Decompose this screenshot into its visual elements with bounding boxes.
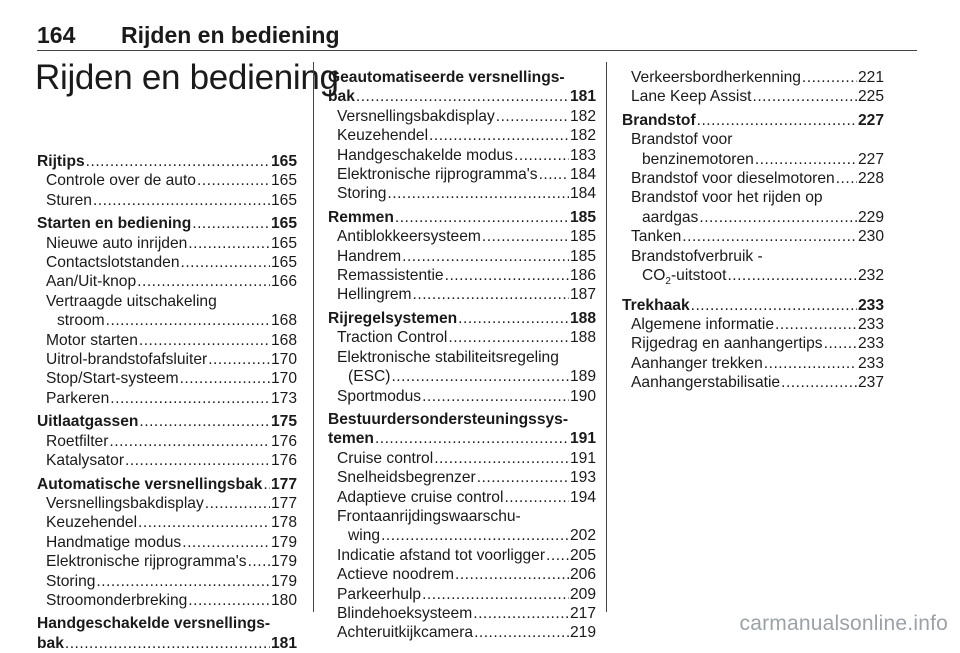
toc-entry-label <box>642 266 726 292</box>
dot-leader <box>93 191 270 210</box>
toc-entry-text: Frontaanrijdingswaarschu- <box>337 507 521 525</box>
toc-page-number: 205 <box>569 546 596 564</box>
toc-entry[interactable] <box>328 546 596 565</box>
toc-page-number: 165 <box>270 254 297 272</box>
toc-page-number: 182 <box>569 107 596 125</box>
dot-leader <box>139 412 270 431</box>
dot-leader <box>455 565 569 584</box>
toc-entry[interactable] <box>37 152 297 171</box>
toc-page-number: 194 <box>569 488 596 506</box>
dot-leader <box>395 208 569 227</box>
dot-leader <box>682 227 857 246</box>
dot-leader <box>422 585 569 604</box>
toc-entry-label: Lane Keep Assist <box>631 88 752 106</box>
toc-page-number: 177 <box>270 475 297 493</box>
toc-page-number: 170 <box>270 370 297 388</box>
toc-entry-label: Stroomonderbreking <box>46 591 188 609</box>
toc-entry-label: Motor starten <box>46 331 138 349</box>
toc-entry-label: Trekhaak <box>622 296 690 314</box>
toc-entry[interactable] <box>37 533 297 552</box>
toc-page-number: 165 <box>270 215 297 233</box>
toc-entry-label: Uitrol-brandstofafsluiter <box>46 351 208 369</box>
toc-entry[interactable] <box>622 227 884 246</box>
toc-page-number: 232 <box>857 267 884 285</box>
toc-page-number: 237 <box>857 374 884 392</box>
toc-entry-label: Traction Control <box>337 329 448 347</box>
toc-entry[interactable] <box>37 475 297 494</box>
toc-entry[interactable] <box>328 126 596 145</box>
toc-page-number: 173 <box>270 389 297 407</box>
dot-leader <box>356 87 569 106</box>
dot-leader <box>188 234 270 253</box>
dot-leader <box>208 350 270 369</box>
toc-entry-text: Brandstofverbruik - <box>631 247 763 265</box>
toc-page-number: 202 <box>569 527 596 545</box>
dot-leader <box>197 171 270 190</box>
toc-entry-label: Sportmodus <box>337 387 422 405</box>
toc-entry-label: Roetfilter <box>46 432 109 450</box>
toc-page-number: 185 <box>569 208 596 226</box>
toc-entry-label: Handrem <box>337 247 402 265</box>
toc-page-number: 185 <box>569 247 596 265</box>
dot-leader <box>180 369 270 388</box>
toc-page-number: 165 <box>270 153 297 170</box>
toc-entry[interactable] <box>622 150 884 169</box>
dot-leader <box>448 328 569 347</box>
toc-page-number: 188 <box>569 329 596 347</box>
toc-page-number: 177 <box>270 494 297 512</box>
dot-leader <box>138 513 270 532</box>
dot-leader <box>96 572 270 591</box>
toc-entry[interactable] <box>328 184 596 203</box>
toc-page-number: 182 <box>569 127 596 145</box>
dot-leader <box>109 432 270 451</box>
dot-leader <box>781 373 857 392</box>
toc-page-number: 168 <box>270 312 297 330</box>
toc-page-number: 221 <box>857 69 884 86</box>
toc-page-number: 168 <box>270 331 297 349</box>
toc-entry-label: Keuzehendel <box>46 514 138 532</box>
dot-leader <box>188 591 270 610</box>
dot-leader <box>473 604 569 623</box>
toc-entry-label: Rijregelsystemen <box>328 309 458 327</box>
toc-entry[interactable] <box>37 331 297 350</box>
dot-leader <box>504 488 569 507</box>
toc-page-number: 227 <box>857 150 884 168</box>
toc-entry-label: Uitlaatgassen <box>37 413 139 431</box>
toc-entry[interactable] <box>622 354 884 373</box>
toc-entry-label: Controle over de auto <box>46 172 196 190</box>
dot-leader <box>445 266 569 285</box>
toc-entry-label: Aanhanger trekken <box>631 354 763 372</box>
watermark: carmanualsonline.info <box>739 612 948 635</box>
toc-page-number: 179 <box>270 572 297 590</box>
dot-leader <box>697 111 857 130</box>
toc-page-number: 184 <box>569 185 596 203</box>
toc-entry-label: Elektronische rijprogramma's <box>337 166 538 184</box>
toc-page-number: 165 <box>270 191 297 209</box>
toc-page-number: 228 <box>857 170 884 188</box>
dot-leader <box>106 311 270 330</box>
toc-page-number: 191 <box>569 430 596 448</box>
dot-leader <box>514 146 569 165</box>
toc-page-number: 206 <box>569 566 596 584</box>
toc-page-number: 181 <box>270 634 297 652</box>
dot-leader <box>546 546 569 565</box>
toc-entry[interactable] <box>37 552 297 571</box>
toc-entry-label: Starten en bediening <box>37 215 192 233</box>
toc-entry-label: (ESC) <box>348 368 391 386</box>
dot-leader <box>496 107 569 126</box>
toc-page-number: 176 <box>270 432 297 450</box>
column-divider <box>606 62 607 612</box>
toc-entry[interactable] <box>328 309 596 328</box>
toc-page-number: 165 <box>270 234 297 252</box>
toc-entry-label: Aanhangerstabilisatie <box>631 374 781 392</box>
toc-entry[interactable] <box>37 451 297 470</box>
toc-entry-text: Vertraagde uitschakeling <box>46 292 217 310</box>
toc-page-number: 230 <box>857 228 884 246</box>
toc-entry[interactable] <box>37 432 297 451</box>
dot-leader <box>391 367 569 386</box>
dot-leader <box>381 526 569 545</box>
toc-entry[interactable] <box>328 449 596 468</box>
toc-page-number: 233 <box>857 315 884 333</box>
toc-entry[interactable] <box>328 623 596 642</box>
toc-entry[interactable] <box>37 572 297 591</box>
toc-page-number: 227 <box>857 111 884 129</box>
toc-entry[interactable] <box>622 208 884 227</box>
toc-entry-label: Keuzehendel <box>337 127 429 145</box>
dot-leader <box>248 552 270 571</box>
toc-entry-label: Algemene informatie <box>631 315 775 333</box>
toc-entry-label: Snelheidsbegrenzer <box>337 469 476 487</box>
toc-entry-text: Brandstof voor <box>631 131 733 149</box>
toc-page-number: 187 <box>569 286 596 304</box>
toc-entry[interactable] <box>328 565 596 584</box>
toc-entry[interactable] <box>328 367 596 386</box>
toc-entry-label: Storing <box>46 572 96 590</box>
toc-entry-label: bak <box>37 634 64 652</box>
dot-leader <box>110 389 270 408</box>
chapter-title: Rijden en bediening <box>35 58 339 97</box>
toc-entry[interactable] <box>37 369 297 388</box>
toc-entry-label: Adaptieve cruise control <box>337 488 504 506</box>
toc-entry[interactable] <box>37 513 297 532</box>
dot-leader <box>192 214 270 233</box>
toc-entry-label: Handmatige modus <box>46 533 182 551</box>
toc-entry-label: Aan/Uit-knop <box>46 273 137 291</box>
header-rule <box>37 50 917 51</box>
dot-leader <box>477 468 569 487</box>
dot-leader <box>802 68 857 87</box>
toc-entry-label: Parkeren <box>46 389 110 407</box>
toc-entry-label: Remassistentie <box>337 267 444 285</box>
dot-leader <box>539 165 569 184</box>
toc-entry-label: Stop/Start-systeem <box>46 370 179 388</box>
toc-entry-text: Geautomatiseerde versnellings- <box>328 69 565 86</box>
dot-leader <box>429 126 569 145</box>
toc-page-number: 166 <box>270 273 297 291</box>
toc-entry[interactable] <box>622 68 884 87</box>
toc-entry-label: Handgeschakelde modus <box>337 146 513 164</box>
dot-leader <box>86 152 270 171</box>
page-number: 164 <box>37 22 76 48</box>
toc-entry-label: aardgas <box>642 208 699 226</box>
toc-entry-label: stroom <box>57 312 105 330</box>
toc-page-number: 233 <box>857 354 884 372</box>
toc-entry-label: wing <box>348 527 381 545</box>
toc-entry[interactable] <box>328 526 596 545</box>
dot-leader <box>764 354 857 373</box>
toc-entry[interactable] <box>622 373 884 392</box>
toc-page-number: 191 <box>569 449 596 467</box>
toc-page-number: 217 <box>569 604 596 622</box>
dot-leader <box>458 309 569 328</box>
toc-entry-label: Rijtips <box>37 153 85 170</box>
toc-entry[interactable] <box>622 111 884 130</box>
toc-entry-label: Storing <box>337 185 387 203</box>
dot-leader <box>699 208 857 227</box>
toc-column-2 <box>328 68 596 643</box>
toc-page-number: 186 <box>569 267 596 285</box>
dot-leader <box>205 494 270 513</box>
toc-entry-label: Sturen <box>46 191 92 209</box>
dot-leader <box>775 315 857 334</box>
page-header <box>37 4 917 52</box>
toc-entry[interactable] <box>37 272 297 291</box>
dot-leader <box>422 387 569 406</box>
toc-entry[interactable] <box>328 247 596 266</box>
toc-page-number: 233 <box>857 335 884 353</box>
dot-leader <box>139 331 270 350</box>
toc-entry-label: Brandstof <box>622 111 696 129</box>
toc-entry[interactable] <box>622 266 884 292</box>
dot-leader <box>181 253 270 272</box>
dot-leader <box>263 475 270 494</box>
dot-leader <box>387 184 569 203</box>
toc-column-1 <box>37 148 297 653</box>
toc-entry[interactable] <box>328 285 596 304</box>
toc-page-number: 185 <box>569 228 596 246</box>
toc-page-number: 233 <box>857 296 884 314</box>
dot-leader <box>836 169 857 188</box>
dot-leader <box>482 227 569 246</box>
toc-entry-label: bak <box>328 88 355 106</box>
toc-entry-label: Remmen <box>328 208 394 226</box>
toc-entry[interactable] <box>328 208 596 227</box>
toc-entry-text: Handgeschakelde versnellings- <box>37 615 271 633</box>
toc-entry[interactable] <box>328 387 596 406</box>
dot-leader <box>65 634 270 653</box>
toc-page-number: 170 <box>270 351 297 369</box>
toc-entry[interactable] <box>328 429 596 448</box>
dot-leader <box>125 451 270 470</box>
toc-entry[interactable] <box>328 146 596 165</box>
toc-page-number: 165 <box>270 172 297 190</box>
toc-entry-label: Katalysator <box>46 452 125 470</box>
toc-entry[interactable] <box>328 87 596 106</box>
toc-entry[interactable] <box>328 227 596 246</box>
dot-leader <box>375 429 569 448</box>
toc-entry[interactable] <box>37 311 297 330</box>
toc-page-number: 183 <box>569 146 596 164</box>
toc-page-number: 190 <box>569 387 596 405</box>
dot-leader <box>402 247 569 266</box>
toc-entry[interactable] <box>622 87 884 106</box>
dot-leader <box>755 150 857 169</box>
toc-entry[interactable] <box>37 350 297 369</box>
dot-leader <box>182 533 270 552</box>
toc-page-number: 225 <box>857 88 884 106</box>
toc-entry[interactable] <box>328 604 596 623</box>
toc-entry[interactable] <box>622 334 884 353</box>
dot-leader <box>413 285 569 304</box>
dot-leader <box>474 623 569 642</box>
toc-entry-label: benzinemotoren <box>642 150 754 168</box>
dot-leader <box>727 266 857 285</box>
toc-entry-label: Cruise control <box>337 449 434 467</box>
toc-entry[interactable] <box>328 488 596 507</box>
toc-page-number: 176 <box>270 452 297 470</box>
toc-entry[interactable] <box>37 171 297 190</box>
toc-page-number: 193 <box>569 469 596 487</box>
toc-entry[interactable] <box>37 191 297 210</box>
toc-entry-label: Versnellingsbakdisplay <box>337 107 495 125</box>
label-part: CO <box>642 267 666 285</box>
toc-entry-label: Actieve noodrem <box>337 566 455 584</box>
toc-page-number: 179 <box>270 553 297 571</box>
toc-entry-label: Versnellingsbakdisplay <box>46 494 204 512</box>
toc-entry-text: Brandstof voor het rijden op <box>631 189 823 207</box>
toc-entry[interactable] <box>37 494 297 513</box>
toc-entry-label: Brandstof voor dieselmotoren <box>631 170 835 188</box>
dot-leader <box>824 334 857 353</box>
toc-entry[interactable] <box>328 266 596 285</box>
toc-entry[interactable] <box>328 468 596 487</box>
toc-page-number: 179 <box>270 533 297 551</box>
running-title: Rijden en bediening <box>121 22 340 48</box>
toc-entry[interactable] <box>622 296 884 315</box>
toc-page-number: 188 <box>569 309 596 327</box>
dot-leader <box>753 87 857 106</box>
toc-entry-text: Bestuurdersondersteuningssys- <box>328 410 569 428</box>
toc-entry-label: Hellingrem <box>337 286 412 304</box>
toc-entry[interactable] <box>37 214 297 233</box>
toc-page-number: 209 <box>569 585 596 603</box>
toc-page-number: 219 <box>569 624 596 642</box>
toc-entry[interactable] <box>37 234 297 253</box>
toc-entry[interactable] <box>328 107 596 126</box>
toc-entry[interactable] <box>622 169 884 188</box>
toc-entry[interactable] <box>328 165 596 184</box>
toc-page-number: 180 <box>270 591 297 609</box>
toc-page-number: 178 <box>270 514 297 532</box>
toc-entry[interactable] <box>37 634 297 653</box>
toc-entry-label: Antiblokkeersysteem <box>337 228 481 246</box>
column-divider <box>313 62 314 612</box>
label-part: -uitstoot <box>670 267 727 285</box>
toc-entry[interactable] <box>37 591 297 610</box>
toc-entry-label: Contactslotstanden <box>46 254 180 272</box>
toc-entry[interactable] <box>622 315 884 334</box>
toc-entry-label: Rijgedrag en aanhangertips <box>631 335 823 353</box>
toc-entry[interactable] <box>37 253 297 272</box>
toc-entry[interactable] <box>328 328 596 347</box>
toc-page-number: 229 <box>857 208 884 226</box>
dot-leader <box>137 272 270 291</box>
toc-entry-label: Tanken <box>631 228 682 246</box>
toc-entry[interactable] <box>37 412 297 431</box>
toc-entry[interactable] <box>328 585 596 604</box>
toc-entry-label: Indicatie afstand tot voorligger <box>337 546 546 564</box>
toc-entry-label: Verkeersbordherkenning <box>631 69 801 86</box>
label-subscript: 2 <box>665 276 671 288</box>
toc-entry-label: Blindehoeksysteem <box>337 604 473 622</box>
toc-entry[interactable] <box>37 389 297 408</box>
toc-page-number: 181 <box>569 88 596 106</box>
toc-column-3 <box>622 68 884 393</box>
toc-entry-label: Elektronische rijprogramma's <box>46 553 247 571</box>
dot-leader <box>434 449 569 468</box>
toc-entry-text: Elektronische stabiliteitsregeling <box>337 348 559 366</box>
toc-page-number: 189 <box>569 368 596 386</box>
toc-page-number: 184 <box>569 166 596 184</box>
toc-entry-label: Automatische versnellingsbak <box>37 475 263 493</box>
toc-entry-label: Parkeerhulp <box>337 585 422 603</box>
toc-entry-label: temen <box>328 430 374 448</box>
toc-entry-label: Achteruitkijkcamera <box>337 624 474 642</box>
toc-page-number: 175 <box>270 413 297 431</box>
toc-entry-label: Nieuwe auto inrijden <box>46 234 188 252</box>
dot-leader <box>691 296 857 315</box>
